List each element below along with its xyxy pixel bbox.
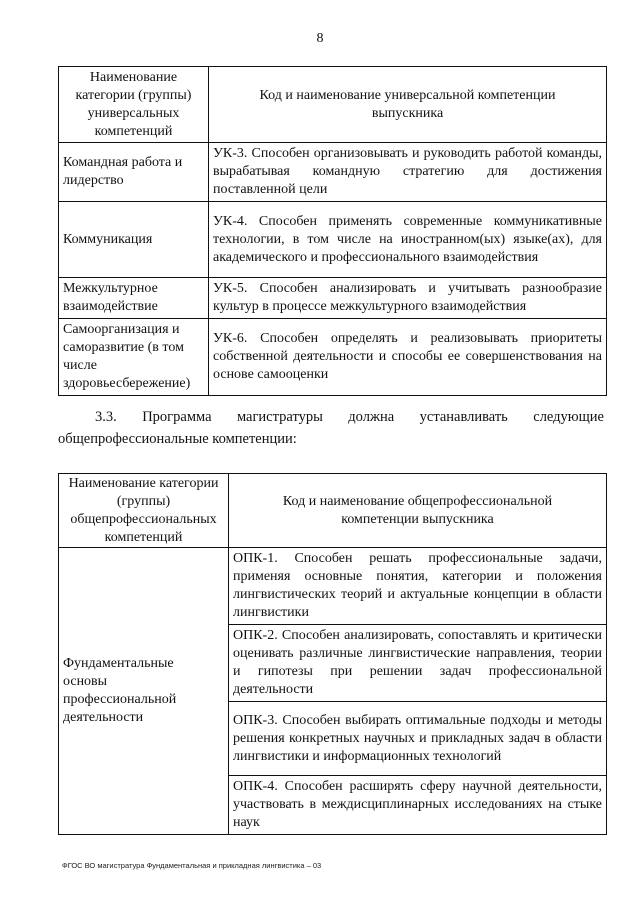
table-row: [59, 278, 607, 319]
universal-competences-table: [58, 66, 607, 396]
competence-cell: ОПК-3. Способен выбирать оптимальные подходы и методы решения конкретных научных и прикладных задач в области лингвистики и информационных технологий: [229, 702, 607, 776]
table-row: [59, 143, 607, 202]
header-category: Наименование категории (группы) общепрофессиональных компетенций: [59, 474, 229, 548]
paragraph-line-1: 3.3. Программа магистратуры должна устанавливать следующие: [95, 409, 604, 425]
header-code: Код и наименование универсальной компетенции выпускника: [209, 67, 607, 143]
competence-cell: ОПК-2. Способен анализировать, сопоставлять и критически оценивать различные лингвистические направления, теории и гипотезы при решении задач профессиональной деятельности: [229, 625, 607, 702]
table-row: [59, 319, 607, 396]
competence-cell: УК-5. Способен анализировать и учитывать разнообразие культур в процессе межкультурного взаимодействия: [209, 278, 607, 319]
footer: ФГОС ВО магистратура Фундаментальная и прикладная лингвистика – 03: [62, 861, 322, 870]
competence-cell: ОПК-1. Способен решать профессиональные задачи, применяя основные понятия, категории и положения лингвистических теорий и актуальные концепции в области лингвистики: [229, 548, 607, 625]
table-row: [59, 202, 607, 278]
category-cell: Самоорганизация и саморазвитие (в том числе здоровьесбережение): [59, 319, 209, 396]
table-header-row: [59, 474, 607, 548]
page-number: 8: [316, 31, 324, 46]
category-cell: Коммуникация: [59, 202, 209, 278]
header-category: Наименование категории (группы) универсальных компетенций: [59, 67, 209, 143]
competence-cell: УК-6. Способен определять и реализовывать приоритеты собственной деятельности и способы ее совершенствования на основе самооценки: [209, 319, 607, 396]
category-cell: Командная работа и лидерство: [59, 143, 209, 202]
table-row: [59, 548, 607, 625]
section-paragraph: [58, 406, 604, 450]
general-professional-competences-table: [58, 473, 607, 835]
paragraph-line-2: общепрофессиональные компетенции:: [58, 431, 297, 447]
category-cell: Фундаментальные основы профессиональной деятельности: [59, 548, 229, 835]
competence-cell: УК-3. Способен организовывать и руководить работой команды, вырабатывая командную стратегию для достижения поставленной цели: [209, 143, 607, 202]
category-cell: Межкультурное взаимодействие: [59, 278, 209, 319]
competence-cell: ОПК-4. Способен расширять сферу научной деятельности, участвовать в междисциплинарных исследованиях на стыке наук: [229, 776, 607, 835]
competence-cell: УК-4. Способен применять современные коммуникативные технологии, в том числе на иностранном(ых) языке(ах), для академического и профессионального взаимодействия: [209, 202, 607, 278]
header-code: Код и наименование общепрофессиональной компетенции выпускника: [229, 474, 607, 548]
table-header-row: [59, 67, 607, 143]
